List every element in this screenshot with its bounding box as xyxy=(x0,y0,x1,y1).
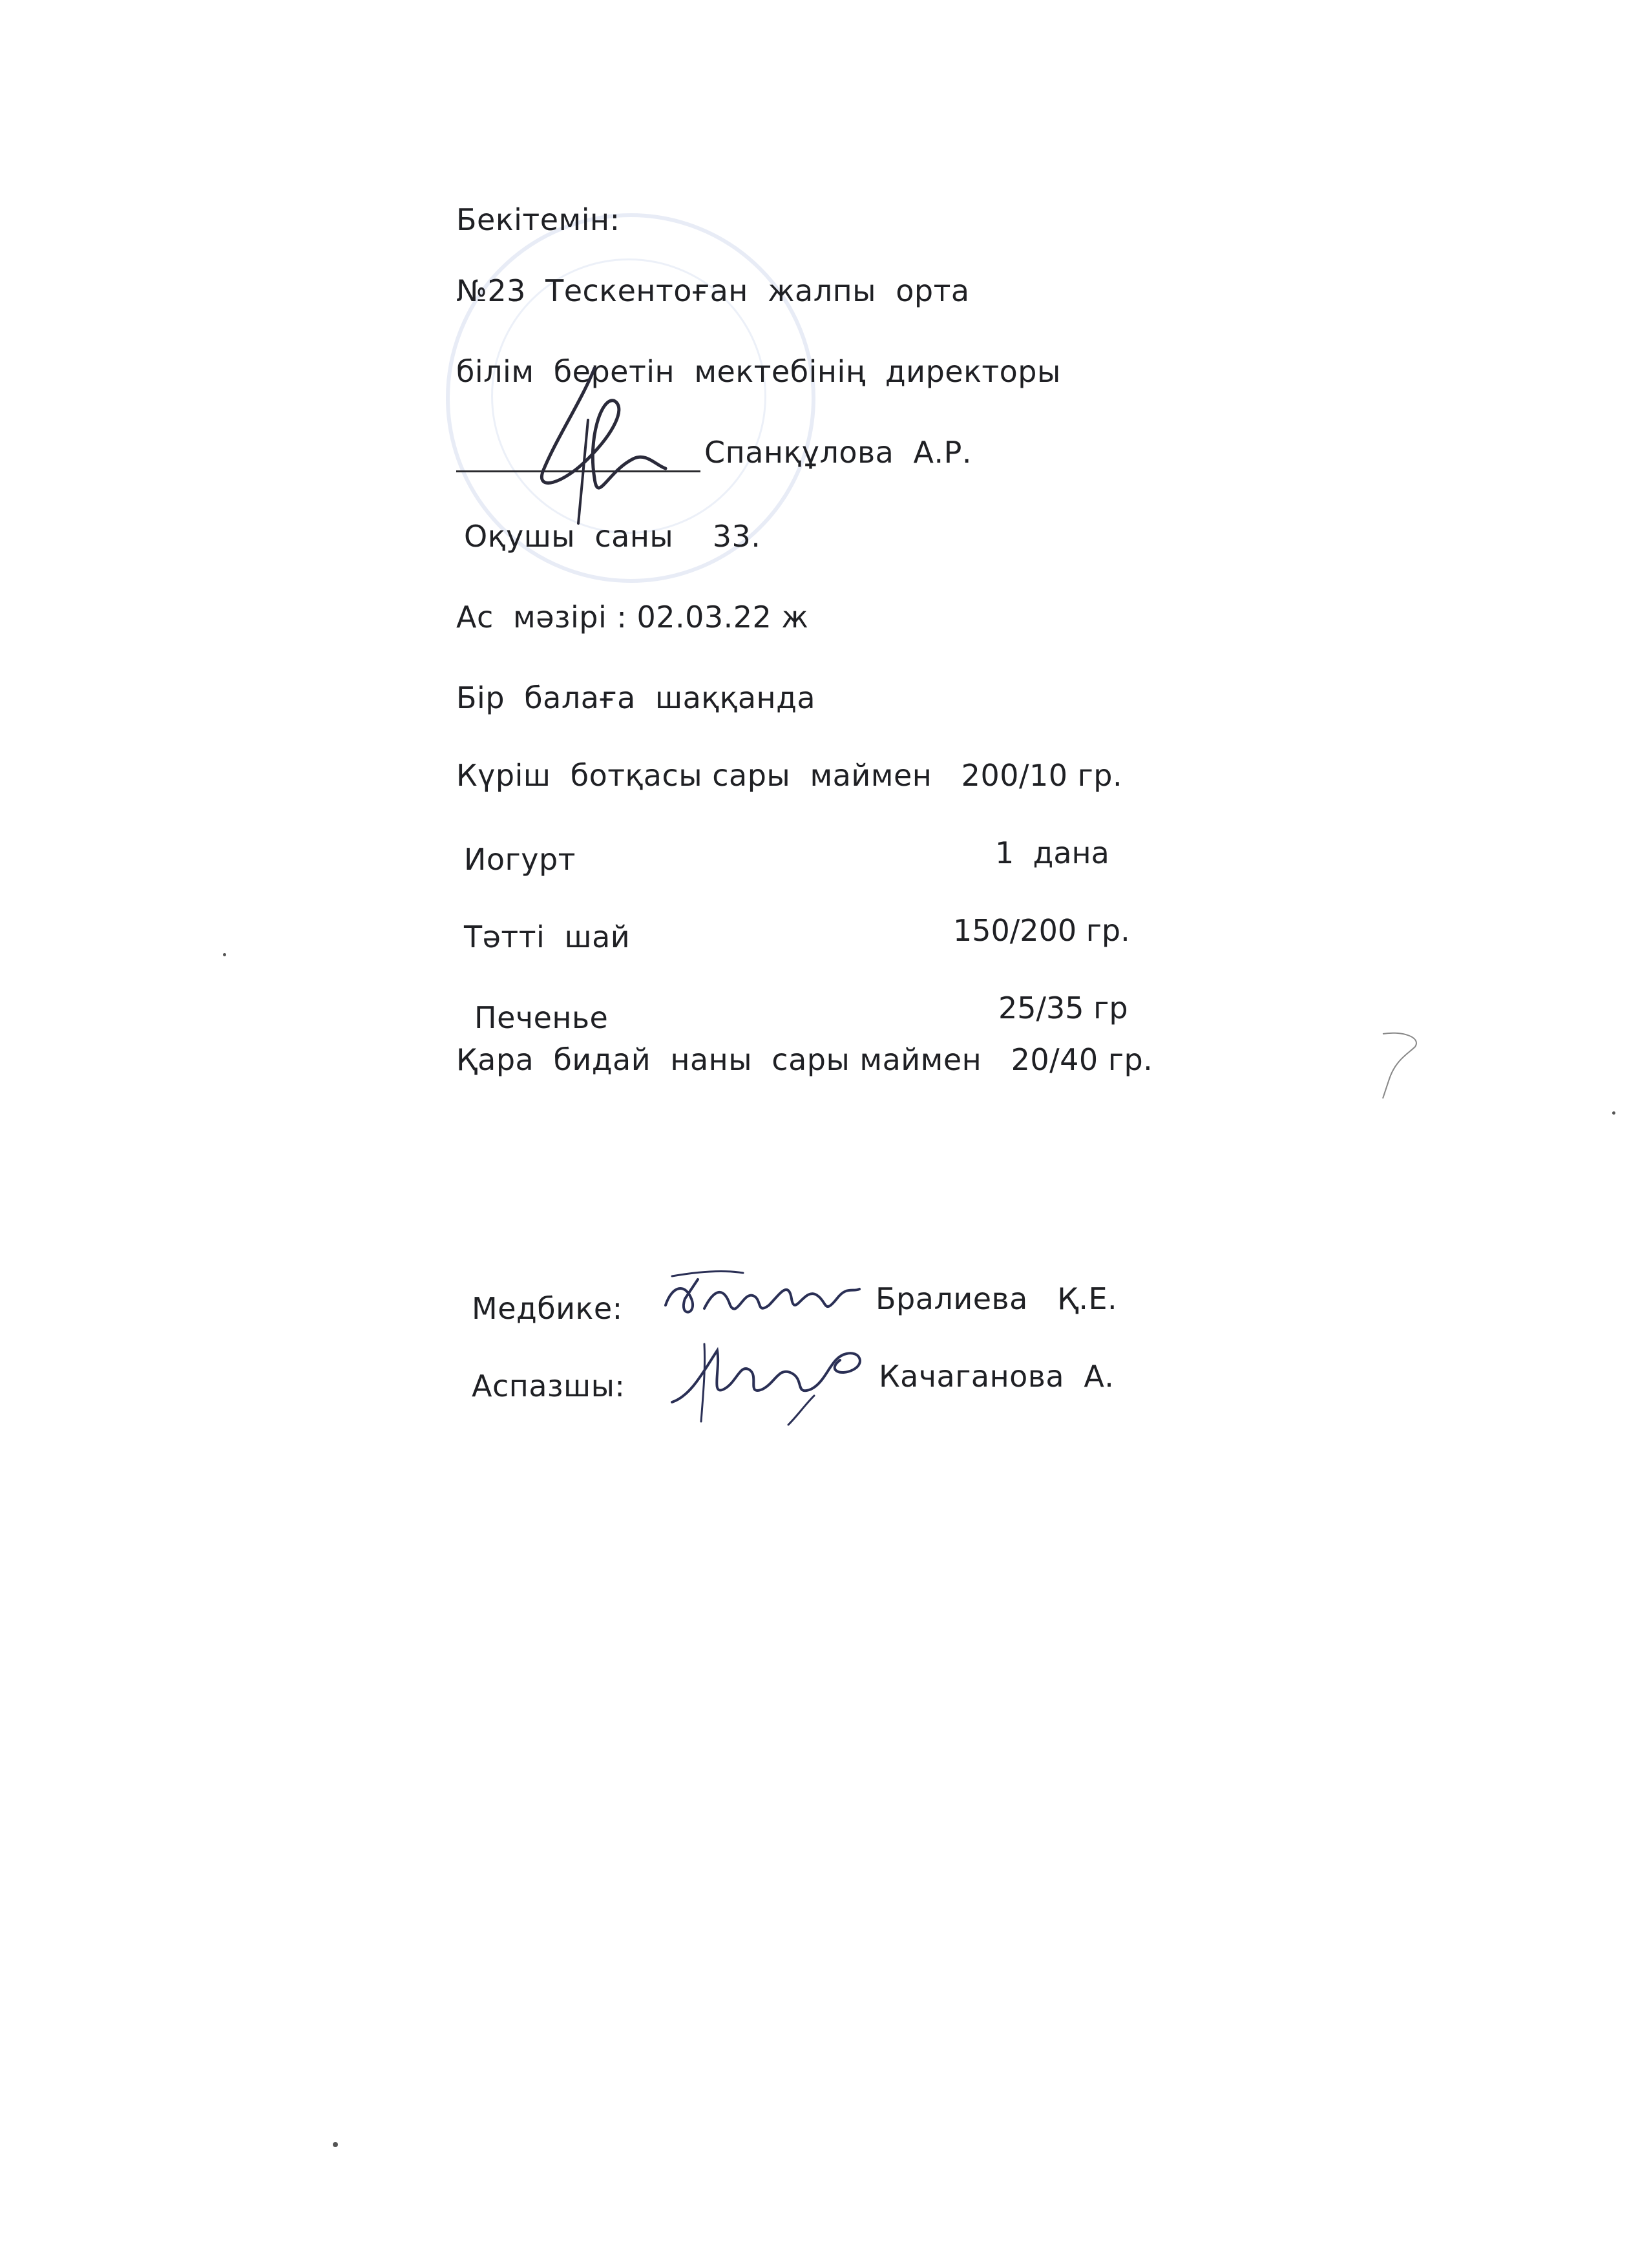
menu-item-amount: 1 дана xyxy=(995,835,1109,870)
nurse-label: Медбике: xyxy=(472,1291,623,1326)
scan-speck xyxy=(1612,1111,1615,1115)
menu-item: Иогурт xyxy=(464,842,576,877)
menu-item: Күріш ботқасы сары маймен 200/10 гр. xyxy=(456,758,1123,793)
students-count: Оқушы саны 33. xyxy=(464,519,761,554)
school-line-1: №23 Тескентоған жалпы орта xyxy=(456,273,970,308)
nurse-name: Бралиева Қ.Е. xyxy=(876,1281,1118,1316)
director-name: Спанқұлова А.Р. xyxy=(704,435,972,470)
scan-mark xyxy=(1376,1027,1428,1105)
menu-item: Печенье xyxy=(474,1000,609,1035)
approval-heading: Бекітемін: xyxy=(456,202,620,237)
menu-item-amount: 25/35 гр xyxy=(998,991,1128,1025)
scan-speck xyxy=(223,953,226,956)
menu-item: Тәтті шай xyxy=(464,919,631,954)
school-line-2: білім беретін мектебінің директоры xyxy=(456,354,1061,389)
cook-label: Аспазшы: xyxy=(472,1369,625,1403)
cook-name: Качаганова А. xyxy=(879,1359,1115,1394)
per-child-heading: Бір балаға шаққанда xyxy=(456,680,816,715)
menu-item: Қара бидай наны сары маймен 20/40 гр. xyxy=(456,1042,1153,1077)
menu-date: Ас мәзірі : 02.03.22 ж xyxy=(456,600,809,635)
scan-speck xyxy=(333,2142,338,2147)
cook-signature xyxy=(666,1331,885,1428)
nurse-signature xyxy=(659,1260,866,1338)
menu-item-amount: 150/200 гр. xyxy=(953,913,1130,948)
director-signature xyxy=(517,362,685,530)
